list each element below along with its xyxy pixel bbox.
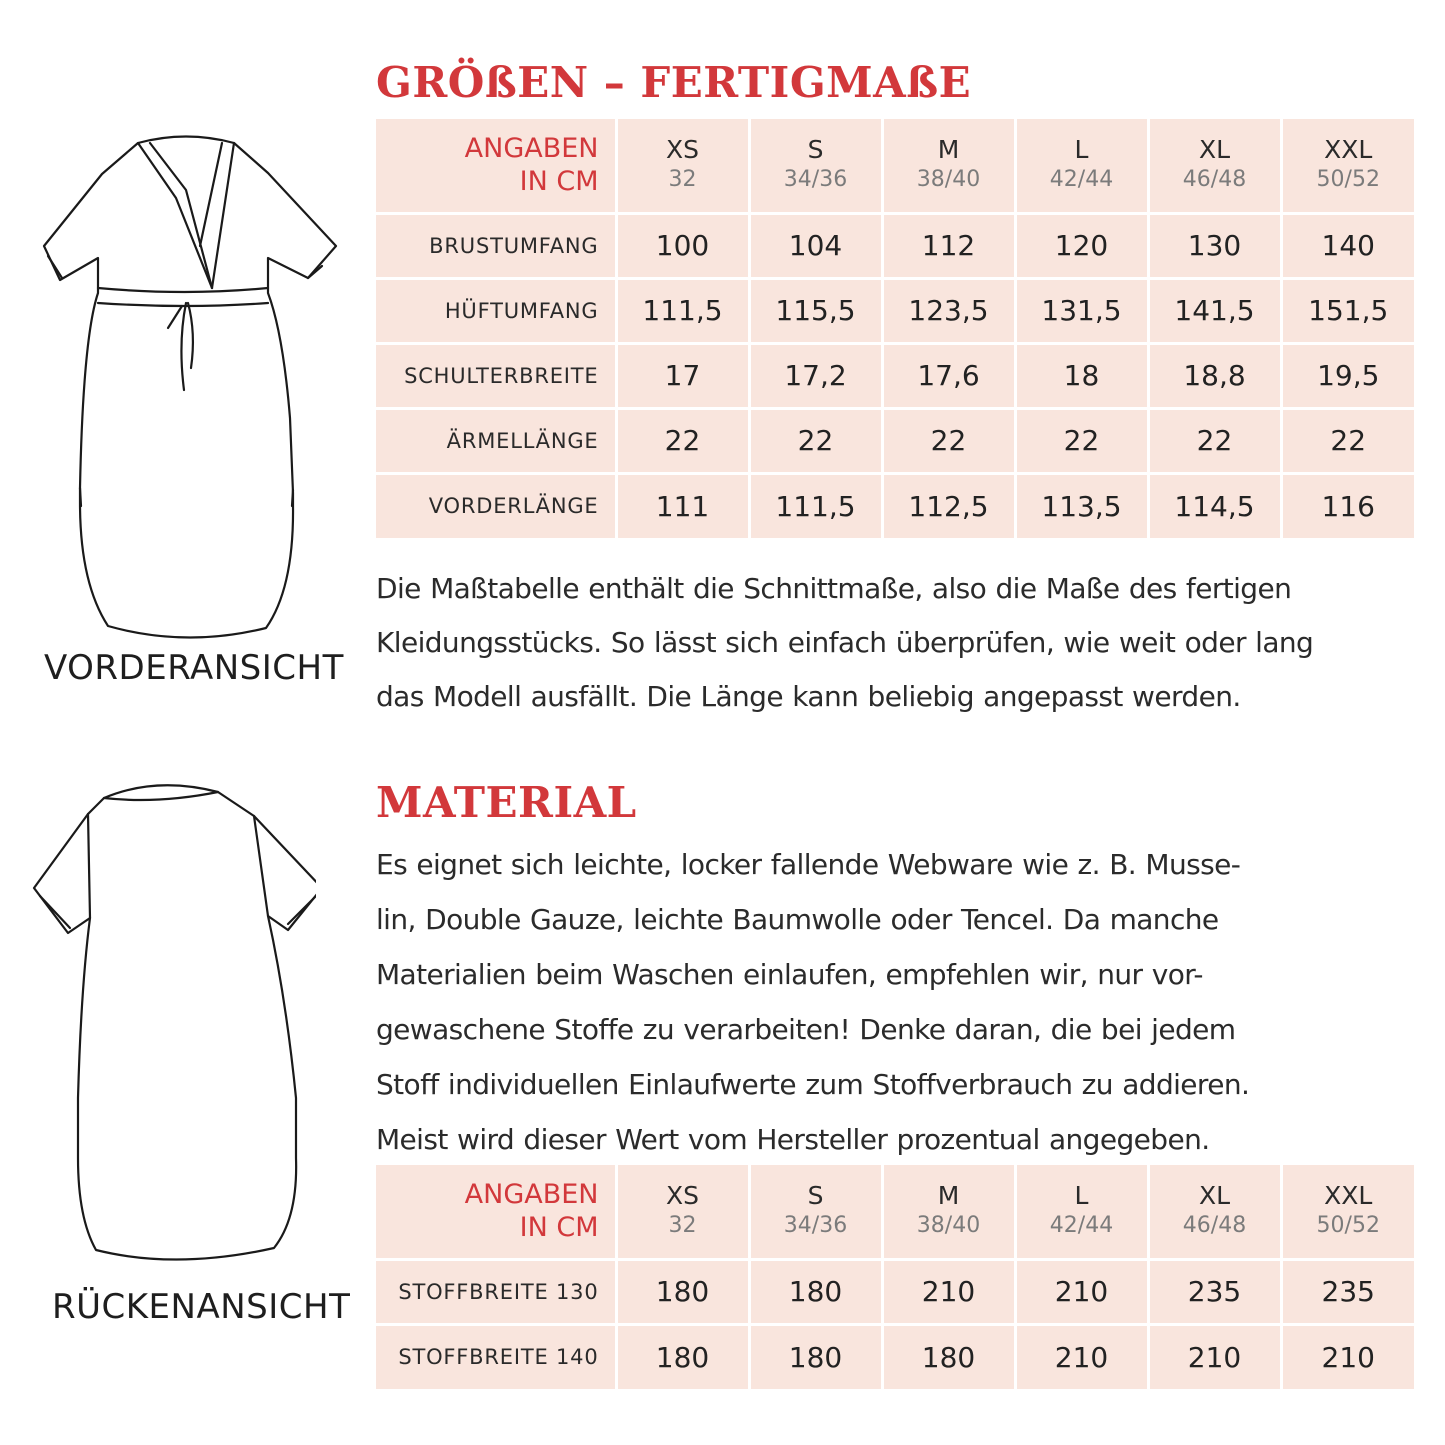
table-cell: 22 bbox=[882, 408, 1015, 473]
size-header-xs: XS 32 bbox=[616, 119, 749, 213]
table-row bbox=[376, 1259, 1414, 1324]
sizes-heading: GRÖßEN – FERTIGMAßE bbox=[376, 58, 972, 107]
table-cell: 235 bbox=[1148, 1259, 1281, 1324]
table-cell: 22 bbox=[749, 408, 882, 473]
table-cell: 180 bbox=[616, 1324, 749, 1389]
table-header-row bbox=[376, 1165, 1414, 1259]
table-cell: 100 bbox=[616, 213, 749, 278]
size-header-m: M 38/40 bbox=[882, 1165, 1015, 1259]
row-label: HÜFTUMFANG bbox=[376, 278, 616, 343]
table-cell: 180 bbox=[749, 1324, 882, 1389]
table-cell: 130 bbox=[1148, 213, 1281, 278]
table-cell: 17 bbox=[616, 343, 749, 408]
row-label: STOFFBREITE 130 bbox=[376, 1259, 616, 1324]
front-view-label: VORDERANSICHT bbox=[44, 648, 344, 688]
table-cell: 111 bbox=[616, 473, 749, 538]
table-cell: 22 bbox=[616, 408, 749, 473]
size-header-xl: XL 46/48 bbox=[1148, 1165, 1281, 1259]
size-header-l: L 42/44 bbox=[1015, 1165, 1148, 1259]
size-header-xs: XS 32 bbox=[616, 1165, 749, 1259]
size-header-s: S 34/36 bbox=[749, 119, 882, 213]
table-row bbox=[376, 343, 1414, 408]
units-header: ANGABEN IN CM bbox=[376, 1165, 616, 1259]
table-cell: 210 bbox=[882, 1259, 1015, 1324]
back-view-sketch bbox=[26, 778, 316, 1278]
table-cell: 180 bbox=[616, 1259, 749, 1324]
table-cell: 210 bbox=[1015, 1324, 1148, 1389]
table-cell: 19,5 bbox=[1281, 343, 1414, 408]
table-cell: 17,6 bbox=[882, 343, 1015, 408]
size-header-m: M 38/40 bbox=[882, 119, 1015, 213]
row-label: BRUSTUMFANG bbox=[376, 213, 616, 278]
table-cell: 140 bbox=[1281, 213, 1414, 278]
table-row bbox=[376, 1324, 1414, 1389]
table-cell: 17,2 bbox=[749, 343, 882, 408]
table-cell: 18 bbox=[1015, 343, 1148, 408]
measurements-description: Die Maßtabelle enthält die Schnittmaße, also die Maße des fertigen Kleidungsstücks. So lässt sich einfach überprüfen, wie weit oder lang das Modell ausfällt. Die Länge kann beliebig angepasst werden. bbox=[376, 572, 1314, 713]
fabric-requirements-table bbox=[376, 1165, 1414, 1389]
table-cell: 113,5 bbox=[1015, 473, 1148, 538]
row-label: SCHULTERBREITE bbox=[376, 343, 616, 408]
table-cell: 210 bbox=[1281, 1324, 1414, 1389]
table-cell: 141,5 bbox=[1148, 278, 1281, 343]
table-cell: 111,5 bbox=[749, 473, 882, 538]
units-header: ANGABEN IN CM bbox=[376, 119, 616, 213]
row-label: STOFFBREITE 140 bbox=[376, 1324, 616, 1389]
table-cell: 116 bbox=[1281, 473, 1414, 538]
table-header-row bbox=[376, 119, 1414, 213]
table-cell: 104 bbox=[749, 213, 882, 278]
table-cell: 180 bbox=[749, 1259, 882, 1324]
table-row bbox=[376, 408, 1414, 473]
table-row bbox=[376, 278, 1414, 343]
table-cell: 22 bbox=[1148, 408, 1281, 473]
table-cell: 112 bbox=[882, 213, 1015, 278]
table-cell: 22 bbox=[1015, 408, 1148, 473]
table-cell: 114,5 bbox=[1148, 473, 1281, 538]
table-cell: 180 bbox=[882, 1324, 1015, 1389]
material-description: Es eignet sich leichte, locker fallende Webware wie z. B. Musse- lin, Double Gauze, leichte Baumwolle oder Tencel. Da manche Materialien beim Waschen einlaufen, empfehlen wir, nur vor- gewaschene Stoffe zu verarbeiten! Denke daran, die bei jedem Stoff individuellen Einlaufwerte zum Stoffverbrauch zu addieren. Meist wird dieser Wert vom Hersteller prozentual angegeben. bbox=[376, 848, 1250, 1156]
table-cell: 115,5 bbox=[749, 278, 882, 343]
size-header-xxl: XXL 50/52 bbox=[1281, 119, 1414, 213]
table-cell: 120 bbox=[1015, 213, 1148, 278]
table-cell: 131,5 bbox=[1015, 278, 1148, 343]
size-header-s: S 34/36 bbox=[749, 1165, 882, 1259]
material-heading: MATERIAL bbox=[376, 778, 637, 827]
table-cell: 210 bbox=[1015, 1259, 1148, 1324]
table-row bbox=[376, 213, 1414, 278]
row-label: VORDERLÄNGE bbox=[376, 473, 616, 538]
table-cell: 111,5 bbox=[616, 278, 749, 343]
table-cell: 18,8 bbox=[1148, 343, 1281, 408]
size-header-l: L 42/44 bbox=[1015, 119, 1148, 213]
size-header-xxl: XXL 50/52 bbox=[1281, 1165, 1414, 1259]
back-view-label: RÜCKENANSICHT bbox=[52, 1287, 351, 1327]
row-label: ÄRMELLÄNGE bbox=[376, 408, 616, 473]
table-cell: 151,5 bbox=[1281, 278, 1414, 343]
table-cell: 210 bbox=[1148, 1324, 1281, 1389]
table-row bbox=[376, 473, 1414, 538]
table-cell: 235 bbox=[1281, 1259, 1414, 1324]
finished-measurements-table bbox=[376, 119, 1414, 538]
table-cell: 123,5 bbox=[882, 278, 1015, 343]
table-cell: 112,5 bbox=[882, 473, 1015, 538]
size-header-xl: XL 46/48 bbox=[1148, 119, 1281, 213]
front-view-sketch bbox=[36, 128, 346, 648]
table-cell: 22 bbox=[1281, 408, 1414, 473]
